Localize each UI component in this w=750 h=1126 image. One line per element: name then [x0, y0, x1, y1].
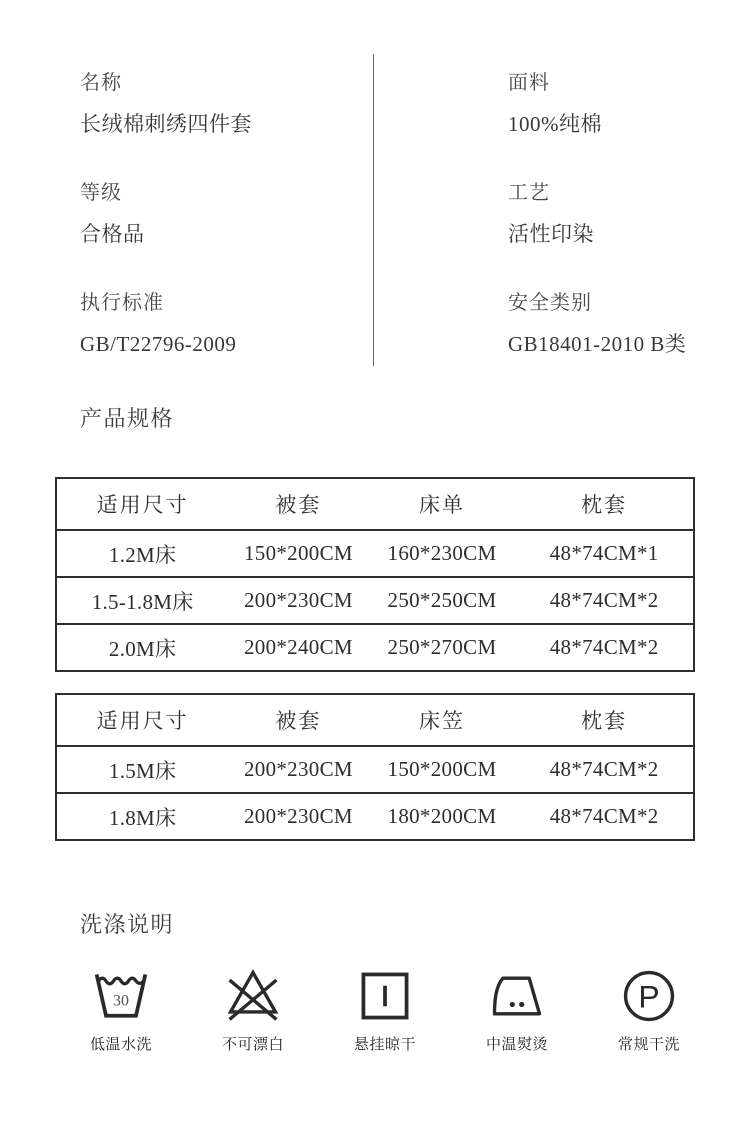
care-section-title: 洗涤说明	[80, 912, 175, 937]
field-label: 面料	[508, 72, 550, 94]
table-cell: 1.2M床	[56, 530, 228, 577]
care-item-iron	[451, 966, 583, 1054]
field-label: 名称	[80, 72, 122, 94]
spec-table-2	[55, 693, 695, 841]
care-item-dryclean	[583, 966, 715, 1054]
column-header: 床笠	[369, 694, 516, 746]
care-item-wash	[55, 966, 187, 1054]
care-label: 常规干洗	[617, 1036, 680, 1053]
table-header-row	[56, 478, 694, 530]
table-row	[56, 530, 694, 577]
table-cell: 48*74CM*2	[515, 746, 694, 793]
field-label: 执行标准	[80, 292, 164, 314]
field-name	[80, 70, 252, 139]
field-craft	[508, 180, 686, 249]
field-safety-category	[508, 290, 686, 359]
table-cell: 48*74CM*2	[515, 793, 694, 840]
table-cell: 200*230CM	[228, 577, 368, 624]
spec-tables	[55, 477, 695, 862]
info-column-left	[80, 70, 252, 400]
field-fabric	[508, 70, 686, 139]
field-value: GB18401-2010 B类	[508, 332, 687, 356]
table-cell: 48*74CM*2	[515, 624, 694, 671]
no-bleach-icon	[223, 966, 283, 1026]
table-cell: 48*74CM*1	[515, 530, 694, 577]
field-standard	[80, 290, 252, 359]
hang-dry-icon	[355, 966, 415, 1026]
field-label: 工艺	[508, 182, 550, 204]
table-row	[56, 746, 694, 793]
care-label: 中温熨烫	[485, 1036, 548, 1053]
table-cell: 150*200CM	[369, 746, 516, 793]
wash-temperature-value: 30	[113, 992, 129, 1010]
column-header: 枕套	[515, 478, 694, 530]
care-label: 低温水洗	[89, 1036, 152, 1053]
table-row	[56, 577, 694, 624]
table-cell: 200*230CM	[228, 793, 368, 840]
column-header: 床单	[369, 478, 516, 530]
field-label: 等级	[80, 182, 122, 204]
column-header: 适用尺寸	[56, 694, 228, 746]
field-grade	[80, 180, 252, 249]
field-value: 合格品	[80, 222, 145, 246]
care-label: 悬挂晾干	[353, 1036, 416, 1053]
table-cell: 1.5-1.8M床	[56, 577, 228, 624]
table-cell: 180*200CM	[369, 793, 516, 840]
table-cell: 200*230CM	[228, 746, 368, 793]
spec-section-title: 产品规格	[80, 406, 175, 431]
dry-clean-icon	[619, 966, 679, 1026]
table-header-row	[56, 694, 694, 746]
table-cell: 48*74CM*2	[515, 577, 694, 624]
care-item-dry	[319, 966, 451, 1054]
column-header: 适用尺寸	[56, 478, 228, 530]
care-label: 不可漂白	[221, 1036, 284, 1053]
care-icons-row	[55, 966, 715, 1054]
iron-medium-icon	[487, 966, 547, 1026]
column-header: 枕套	[515, 694, 694, 746]
table-cell: 250*250CM	[369, 577, 516, 624]
field-value: 长绒棉刺绣四件套	[80, 112, 252, 136]
dry-clean-letter: P	[638, 978, 660, 1015]
info-column-right	[508, 70, 686, 400]
field-value: 活性印染	[508, 222, 594, 246]
table-cell: 200*240CM	[228, 624, 368, 671]
table-cell: 1.5M床	[56, 746, 228, 793]
field-label: 安全类别	[508, 292, 592, 314]
wash-30-icon	[91, 966, 151, 1026]
care-item-bleach	[187, 966, 319, 1054]
vertical-divider	[373, 54, 374, 366]
field-value: 100%纯棉	[508, 112, 602, 136]
table-row	[56, 793, 694, 840]
column-header: 被套	[228, 478, 368, 530]
table-row	[56, 624, 694, 671]
table-cell: 2.0M床	[56, 624, 228, 671]
table-cell: 1.8M床	[56, 793, 228, 840]
column-header: 被套	[228, 694, 368, 746]
field-value: GB/T22796-2009	[80, 332, 237, 356]
table-cell: 150*200CM	[228, 530, 368, 577]
spec-table-1	[55, 477, 695, 672]
table-cell: 250*270CM	[369, 624, 516, 671]
table-cell: 160*230CM	[369, 530, 516, 577]
